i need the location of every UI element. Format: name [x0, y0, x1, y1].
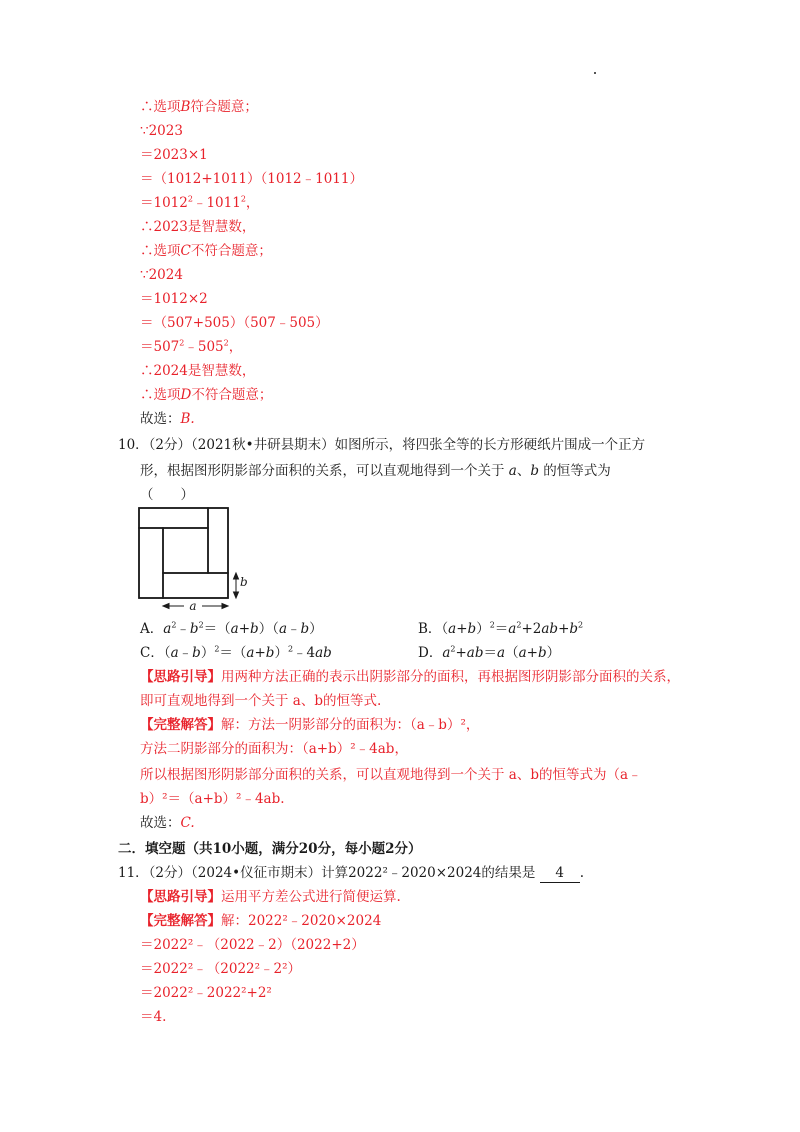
- solution-line: ＝2022²﹣（2022²﹣2²）: [140, 961, 302, 977]
- option-a[interactable]: A．$a^2﹣b^2=(a+b)(a﹣b)$: [140, 620, 323, 637]
- solution-line: ＝（1012+1011）（1012﹣1011）: [140, 171, 363, 187]
- option-c[interactable]: C．$(a﹣b)^2=(a+b)^2﹣4ab$: [140, 644, 332, 661]
- corner-dot: [594, 72, 596, 74]
- solution-line: ＝2023×1: [140, 147, 208, 163]
- top-rectangle: [139, 508, 208, 528]
- hint-line-cont: 即可直观地得到一个关于 a、b的恒等式.: [140, 693, 382, 709]
- bottom-rectangle: [163, 573, 228, 598]
- left-rectangle: [139, 528, 163, 598]
- question-10-stem-cont: 形，根据图形阴影部分面积的关系，可以直观地得到一个关于 a、b 的恒等式为: [140, 463, 611, 479]
- solution-line: 方法二阴影部分的面积为：（a+b）²﹣4ab，: [140, 741, 408, 757]
- outer-square: [139, 508, 228, 598]
- solution-line: 【完整解答】解：2022²﹣2020×2024: [140, 913, 382, 929]
- inner-square: [163, 528, 208, 573]
- solution-line: ∴选项B符合题意；: [140, 99, 258, 115]
- solution-line: ∵2023: [140, 123, 183, 139]
- answer-blank: 4: [540, 864, 580, 883]
- solution-line: ∵2024: [140, 267, 183, 283]
- label-b: b: [240, 575, 248, 589]
- answer-line: 故选：C.: [140, 815, 195, 831]
- section-heading: 二．填空题（共10小题，满分20分，每小题2分）: [118, 841, 422, 857]
- solution-line: $=507^2﹣505^2$，: [140, 338, 243, 355]
- option-d[interactable]: D．$a^2+ab=a(a+b)$: [418, 644, 561, 661]
- hint-line: 【思路引导】用两种方法正确的表示出阴影部分的面积，再根据图形阴影部分面积的关系，: [140, 669, 680, 685]
- solution-line: ∴选项D不符合题意；: [140, 387, 273, 403]
- hint-line: 【思路引导】运用平方差公式进行简便运算.: [140, 889, 401, 905]
- solution-line: 所以根据图形阴影部分面积的关系，可以直观地得到一个关于 a、b的恒等式为（a﹣: [140, 767, 642, 783]
- question-10-stem: 10．（2分）（2021秋•井研县期末）如图所示，将四张全等的长方形硬纸片围成一个正方: [118, 437, 646, 453]
- solution-line: ＝2022²﹣（2022﹣2）（2022+2）: [140, 937, 365, 953]
- solution-line: $=1012^2﹣1011^2$，: [140, 194, 260, 211]
- solution-line: 【完整解答】解：方法一阴影部分的面积为：（a﹣b）²，: [140, 717, 480, 733]
- answer-line: 故选：B.: [140, 411, 195, 427]
- solution-line: ＝4.: [140, 1009, 167, 1025]
- solution-line: ∴选项C不符合题意；: [140, 243, 272, 259]
- solution-line: ＝1012×2: [140, 291, 208, 307]
- option-b[interactable]: B．$(a+b)^2=a^2+2ab+b^2$: [418, 620, 584, 637]
- answer-blank: （ ）: [140, 487, 194, 503]
- solution-line: ＝（507+505）（507﹣505）: [140, 315, 329, 331]
- solution-line: ＝2022²﹣2022²+2²: [140, 985, 272, 1001]
- question-11-stem: 11．（2分）（2024•仪征市期末）计算2022²﹣2020×2024的结果是 4 .: [118, 865, 584, 881]
- solution-line: ∴2024是智慧数，: [140, 363, 256, 379]
- label-a: a: [189, 599, 197, 612]
- right-rectangle: [208, 508, 228, 573]
- square-figure: [130, 500, 250, 612]
- solution-line: ∴2023是智慧数，: [140, 219, 256, 235]
- solution-line: b）²＝（a+b）²﹣4ab.: [140, 791, 285, 807]
